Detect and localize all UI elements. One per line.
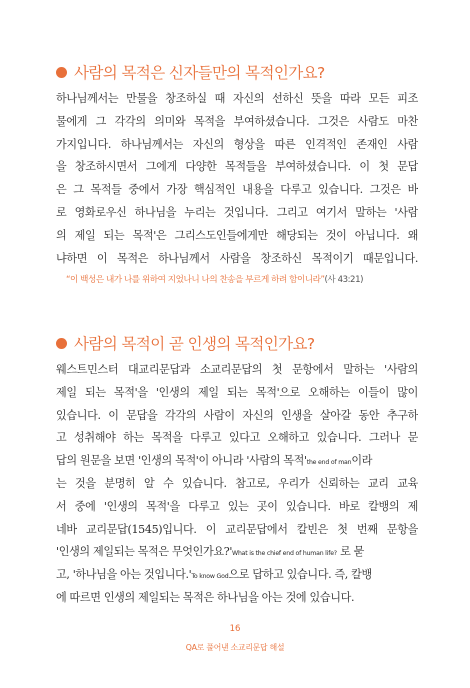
- bullet-dot-icon: [56, 67, 67, 78]
- section-heading-text: 사람의 목적이 곧 인생의 목적인가요?: [74, 335, 315, 353]
- paragraph-line: 을 창조하시면서 그에게 다양한 목적들을 부여하셨습니다. 이 첫 문답: [56, 160, 418, 174]
- scripture-reference: (사 43:21): [324, 275, 363, 286]
- paragraph-line: 로 영화로우신 하나님을 누리는 것입니다. 그리고 여기서 말하는 '사람: [56, 205, 418, 219]
- paragraph-line: 는 것을 분명히 알 수 있습니다. 참고로, 우리가 신뢰하는 교리 교육: [56, 476, 418, 490]
- english-gloss: To know God: [191, 573, 229, 581]
- paragraph-line: 의 제일 되는 목적'은 그리스도인들에게만 해당되는 것이 아닙니다. 왜: [56, 228, 418, 242]
- paragraph-line: 하나님께서는 만물을 창조하실 때 자신의 선하신 뜻을 따라 모든 피조: [56, 92, 418, 105]
- scripture-quote: [56, 271, 418, 289]
- section-heading-text: 사람의 목적은 신자들만의 목적인가요?: [74, 64, 325, 82]
- page-number: 16: [229, 624, 241, 634]
- line-text: 으로 답하고 있습니다. 즉, 칼뱅: [228, 568, 372, 582]
- line-text: 고, '하나님을 아는 것입니다.': [56, 568, 192, 582]
- section-chief-end-believers: [56, 62, 418, 289]
- paragraph-line: [56, 541, 418, 564]
- running-footer-title: QA로 풀어낸 소교리문답 해설: [185, 643, 285, 652]
- line-text: 로 묻: [340, 545, 365, 559]
- paragraph-line: [56, 564, 418, 587]
- paragraph-line: 가지입니다. 하나님께서는 자신의 형상을 따른 인격적인 존재인 사람: [56, 137, 418, 151]
- bullet-dot-icon: [56, 338, 67, 349]
- paragraph-line: 냐하면 이 목적은 하나님께서 사람을 창조하신 목적이기 때문입니다.: [56, 251, 418, 265]
- paragraph-line: 서 중에 '인생의 목적'을 다루고 있는 곳이 있습니다. 바로 칼뱅의 제: [56, 499, 418, 513]
- section-heading: [56, 62, 418, 82]
- english-gloss: What is the chief end of human life?: [232, 550, 337, 558]
- line-text: '인생의 제일되는 목적은 무엇인가요?': [56, 545, 233, 559]
- paragraph-line: [56, 450, 418, 473]
- paragraph-line: 있습니다. 이 문답을 각각의 사람이 자신의 인생을 살아갈 동안 추구하: [56, 408, 418, 422]
- english-gloss: the end of man: [306, 459, 352, 467]
- line-text: 이라: [351, 454, 373, 468]
- line-text: 답의 원문을 보면 '인생의 목적'이 아니라 '사람의 목적': [56, 454, 307, 468]
- paragraph-line: 에 따르면 인생의 제일되는 목적은 하나님을 아는 것에 있습니다.: [56, 590, 355, 604]
- paragraph-line: 물에게 그 각각의 의미와 목적을 부여하셨습니다. 그것은 사람도 마찬: [56, 114, 418, 128]
- section-chief-end-life: [56, 333, 418, 610]
- section-heading: [56, 333, 418, 353]
- paragraph-line: 제일 되는 목적'을 '인생의 제일 되는 목적'으로 오해하는 이들이 많이: [56, 385, 418, 399]
- paragraph-line: 네바 교리문답(1545)입니다. 이 교리문답에서 칼빈은 첫 번째 문항을: [56, 522, 418, 536]
- paragraph-line: 은 그 목적들 중에서 가장 핵심적인 내용을 다루고 있습니다. 그것은 바: [56, 183, 418, 197]
- paragraph-line: 웨스트민스터 대교리문답과 소교리문답의 첫 문항에서 말하는 '사람의: [56, 363, 418, 376]
- paragraph-line: 고 성취해야 하는 목적을 다루고 있다고 오해하고 있습니다. 그러나 문: [56, 431, 418, 445]
- scripture-quote-text: “이 백성은 내가 나를 위하여 지었나니 나의 찬송을 부르게 하려 함이니라”: [66, 275, 325, 286]
